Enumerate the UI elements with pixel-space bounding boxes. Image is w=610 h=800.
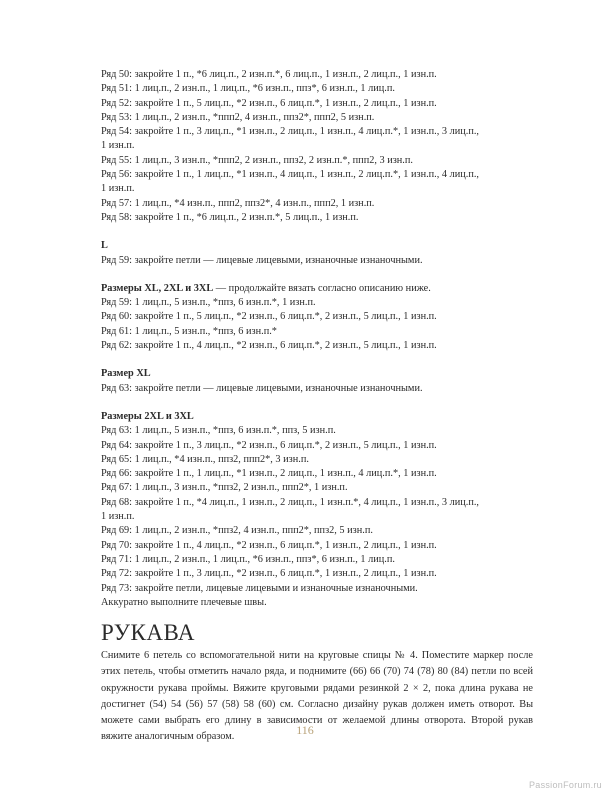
pattern-row: 1 изн.п. bbox=[101, 140, 135, 152]
size-xl-group-note: — продолжайте вязать согласно описанию ниже. bbox=[213, 282, 431, 294]
pattern-row: Ряд 73: закройте петли, лицевые лицевыми и изнаночные изнаночными. bbox=[101, 582, 418, 594]
finishing-note: Аккуратно выполните плечевые швы. bbox=[101, 596, 267, 608]
pattern-row: Ряд 62: закройте 1 п., 4 лиц.п., *2 изн.п., 6 лиц.п.*, 2 изн.п., 5 лиц.п., 1 изн.п. bbox=[101, 340, 437, 352]
page-content bbox=[101, 68, 533, 745]
pattern-row: Ряд 59: 1 лиц.п., 5 изн.п., *ппз, 6 изн.п.*, 1 изн.п. bbox=[101, 297, 316, 309]
size-xl-heading: Размер XL bbox=[101, 368, 151, 380]
pattern-row: Ряд 52: закройте 1 п., 5 лиц.п., *2 изн.п., 6 лиц.п.*, 1 изн.п., 2 лиц.п., 1 изн.п. bbox=[101, 97, 437, 109]
pattern-row: Ряд 58: закройте 1 п., *6 лиц.п., 2 изн.п.*, 5 лиц.п., 1 изн.п. bbox=[101, 211, 359, 223]
pattern-row: Ряд 67: 1 лиц.п., 3 изн.п., *ппз2, 2 изн.п., ппп2*, 1 изн.п. bbox=[101, 482, 348, 494]
pattern-row: Ряд 70: закройте 1 п., 4 лиц.п., *2 изн.п., 6 лиц.п.*, 1 изн.п., 2 лиц.п., 1 изн.п. bbox=[101, 539, 437, 551]
pattern-row: Ряд 54: закройте 1 п., 3 лиц.п., *1 изн.п., 2 лиц.п., 1 изн.п., 4 лиц.п.*, 1 изн.п., 3 лиц.п., bbox=[101, 126, 479, 138]
pattern-row: Ряд 53: 1 лиц.п., 2 изн.п., *ппп2, 4 изн.п., ппз2*, ппп2, 5 изн.п. bbox=[101, 111, 375, 123]
size-xl-group-title: Размеры XL, 2XL и 3XL bbox=[101, 282, 214, 294]
rows-block-a bbox=[101, 68, 533, 225]
pattern-row: Ряд 56: закройте 1 п., 1 лиц.п., *1 изн.п., 4 лиц.п., 1 изн.п., 2 лиц.п.*, 1 изн.п., 4 лиц.п., bbox=[101, 169, 479, 181]
pattern-row: Ряд 57: 1 лиц.п., *4 изн.п., ппп2, ппз2*, 4 изн.п., ппп2, 1 изн.п. bbox=[101, 197, 375, 209]
watermark: PassionForum.ru bbox=[528, 780, 602, 790]
pattern-row: Ряд 51: 1 лиц.п., 2 изн.п., 1 лиц.п., *6 изн.п., ппз*, 6 изн.п., 1 лиц.п. bbox=[101, 83, 395, 95]
size-l-heading: L bbox=[101, 240, 108, 252]
pattern-row: Ряд 55: 1 лиц.п., 3 изн.п., *ппп2, 2 изн.п., ппз2, 2 изн.п.*, ппп2, 3 изн.п. bbox=[101, 154, 413, 166]
pattern-row: Ряд 63: 1 лиц.п., 5 изн.п., *ппз, 6 изн.п.*, ппз, 5 изн.п. bbox=[101, 425, 336, 437]
pattern-row: Ряд 71: 1 лиц.п., 2 изн.п., 1 лиц.п., *6 изн.п., ппз*, 6 изн.п., 1 лиц.п. bbox=[101, 553, 395, 565]
size-2xl-3xl-section bbox=[101, 410, 533, 610]
size-xl-group-section bbox=[101, 282, 533, 353]
pattern-row: 1 изн.п. bbox=[101, 183, 135, 195]
size-xl-section bbox=[101, 367, 533, 396]
pattern-row: Ряд 65: 1 лиц.п., *4 изн.п., ппз2, ппп2*, 3 изн.п. bbox=[101, 453, 309, 465]
pattern-row: Ряд 66: закройте 1 п., 1 лиц.п., *1 изн.п., 2 лиц.п., 1 изн.п., 4 лиц.п.*, 1 изн.п. bbox=[101, 468, 437, 480]
pattern-row: Ряд 59: закройте петли — лицевые лицевыми, изнаночные изнаночными. bbox=[101, 254, 423, 266]
size-xl-group-heading bbox=[101, 282, 533, 296]
sleeves-paragraph: Снимите 6 петель со вспомогательной нити на круговые спицы № 4. Поместите маркер после этих петель, чтобы отметить начало ряда, и поднимите (66) 66 (70) 74 (78) 80 (84) петли по всей окружности рукава проймы. Вяжите круговыми рядами резинкой 2 × 2, пока длина рукава не достигнет (54) 54 (56) 57 (58) 58 (60) см. Согласно дизайну рукав должен иметь отворот. Вы можете сами выбрать его длину в зависимости от желаемой длины отворота. Второй рукав вяжите аналогичным образом. bbox=[101, 650, 533, 743]
size-l-section bbox=[101, 239, 533, 268]
pattern-row: Ряд 68: закройте 1 п., *4 лиц.п., 1 изн.п., 2 лиц.п., 1 изн.п.*, 4 лиц.п., 1 изн.п., 3 лиц.п., bbox=[101, 496, 479, 508]
pattern-row: Ряд 63: закройте петли — лицевые лицевыми, изнаночные изнаночными. bbox=[101, 382, 423, 394]
page-number: 116 bbox=[296, 723, 314, 737]
pattern-row: Ряд 72: закройте 1 п., 3 лиц.п., *2 изн.п., 6 лиц.п.*, 1 изн.п., 2 лиц.п., 1 изн.п. bbox=[101, 568, 437, 580]
pattern-row: Ряд 69: 1 лиц.п., 2 изн.п., *ппз2, 4 изн.п., ппп2*, ппз2, 5 изн.п. bbox=[101, 525, 373, 537]
pattern-row: Ряд 50: закройте 1 п., *6 лиц.п., 2 изн.п.*, 6 лиц.п., 1 изн.п., 2 лиц.п., 1 изн.п. bbox=[101, 69, 437, 80]
sleeves-title: РУКАВА bbox=[101, 620, 195, 646]
pattern-row: Ряд 61: 1 лиц.п., 5 изн.п., *ппз, 6 изн.п.* bbox=[101, 325, 277, 337]
pattern-row: Ряд 64: закройте 1 п., 3 лиц.п., *2 изн.п., 6 лиц.п.*, 2 изн.п., 5 лиц.п., 1 изн.п. bbox=[101, 439, 437, 451]
pattern-row: 1 изн.п. bbox=[101, 511, 135, 523]
pattern-row: Ряд 60: закройте 1 п., 5 лиц.п., *2 изн.п., 6 лиц.п.*, 2 изн.п., 5 лиц.п., 1 изн.п. bbox=[101, 311, 437, 323]
size-2xl-3xl-heading: Размеры 2XL и 3XL bbox=[101, 410, 194, 422]
